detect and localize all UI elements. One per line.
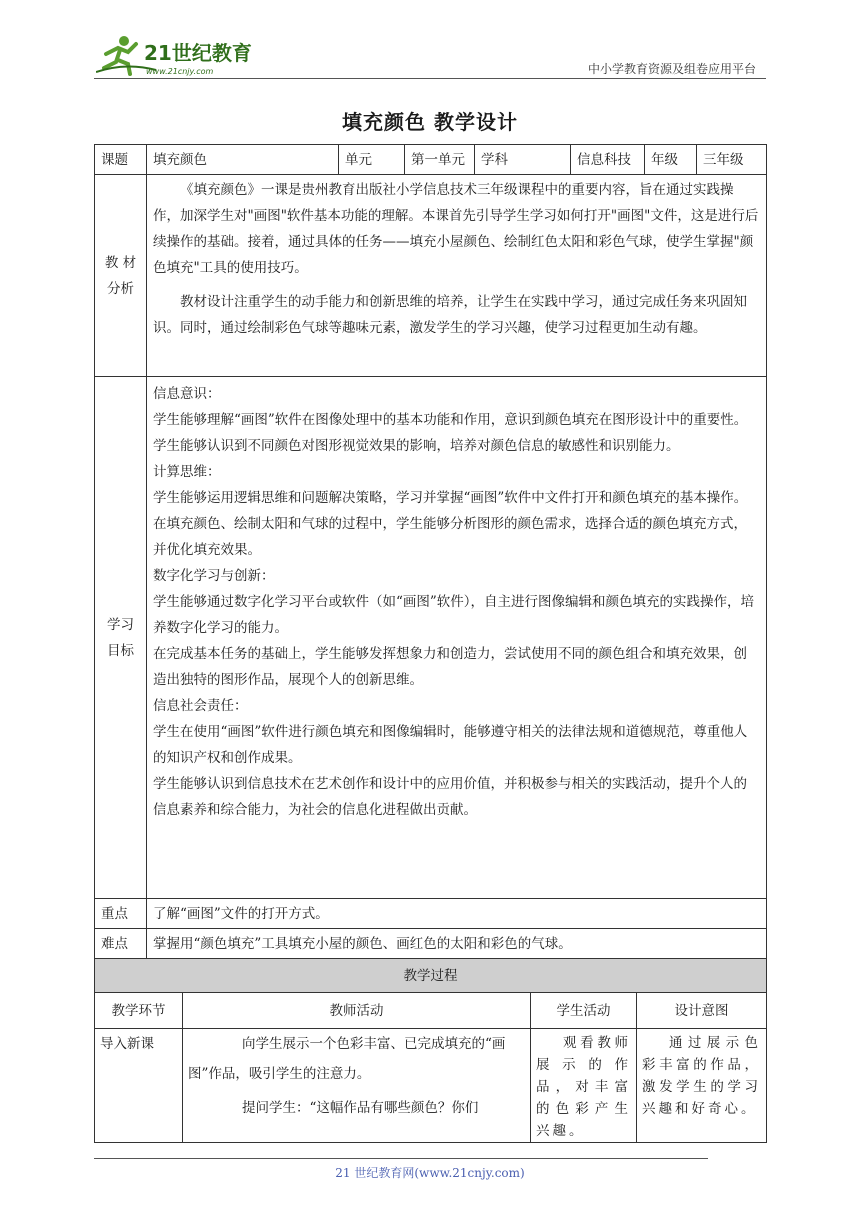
analysis-label-line2: 分析: [107, 280, 134, 297]
teacher-activity-paragraph-2: 提问学生：“这幅作品有哪些颜色？你们: [242, 1100, 479, 1116]
analysis-label: [95, 175, 147, 377]
logo-url: www.21cnjy.com: [146, 67, 214, 76]
design-intent-cell: 通过展示色彩丰富的作品，激发学生的学习兴趣和好奇心。: [637, 1029, 767, 1143]
header-divider: [94, 78, 766, 79]
teaching-process-table: [94, 958, 767, 1143]
analysis-paragraph-1: 《填充颜色》一课是贵州教育出版社小学信息技术三年级课程中的重要内容，旨在通过实践操作，加深学生对"画图"软件基本功能的理解。本课首先引导学生学习如何打开"画图"文件，这是进行后续操作的基础。接着，通过具体的任务——填充小屋颜色、绘制红色太阳和彩色气球，使学生掌握"颜色填充"工具的使用技巧。: [153, 182, 759, 276]
column-header: 教学环节: [95, 993, 183, 1029]
difficulty-label: 难点: [95, 929, 147, 959]
analysis-content: [147, 175, 767, 377]
objectives-content: [147, 377, 767, 899]
difficulty-value: 掌握用“颜色填充”工具填充小屋的颜色、画红色的太阳和彩色的气球。: [147, 929, 767, 959]
subject-label: 学科: [475, 145, 571, 175]
footer-divider: [94, 1158, 708, 1159]
analysis-paragraph-2: 教材设计注重学生的动手能力和创新思维的培养，让学生在实践中学习，通过完成任务来巩固知识。同时，通过绘制彩色气球等趣味元素，激发学生的学习兴趣，使学习过程更加生动有趣。: [153, 294, 747, 336]
key-point-label: 重点: [95, 899, 147, 929]
objective-line: 数字化学习与创新：: [153, 568, 275, 584]
objectives-label-line1: 学习: [107, 616, 134, 633]
objective-line: 学生能够认识到信息技术在艺术创作和设计中的应用价值，并积极参与相关的实践活动，提升个人的信息素养和综合能力，为社会的信息化进程做出贡献。: [153, 776, 747, 818]
runner-logo-icon: [96, 32, 266, 80]
teacher-activity-paragraph-1: 向学生展示一个色彩丰富、已完成填充的“画图”作品，吸引学生的注意力。: [188, 1036, 506, 1082]
key-point-value: 了解“画图”文件的打开方式。: [147, 899, 767, 929]
process-heading: 教学过程: [95, 959, 767, 993]
grade-value: 三年级: [697, 145, 767, 175]
subject-value: 信息科技: [571, 145, 645, 175]
objective-line: 学生在使用“画图”软件进行颜色填充和图像编辑时，能够遵守相关的法律法规和道德规范，尊重他人的知识产权和创作成果。: [153, 724, 748, 766]
unit-label: 单元: [339, 145, 405, 175]
objective-line: 学生能够通过数字化学习平台或软件（如“画图”软件），自主进行图像编辑和颜色填充的实践操作，培养数字化学习的能力。: [153, 594, 755, 636]
course-value: 填充颜色: [147, 145, 339, 175]
analysis-label-line1: 教 材: [104, 254, 137, 271]
objective-line: 计算思维：: [153, 464, 221, 480]
objective-line: 在填充颜色、绘制太阳和气球的过程中，学生能够分析图形的颜色需求，选择合适的颜色填充方式，并优化填充效果。: [153, 516, 747, 558]
objectives-label: [95, 377, 147, 899]
student-activity-cell: 观看教师展示的作品，对丰富的色彩产生兴趣。: [531, 1029, 637, 1143]
objectives-label-line2: 目标: [107, 642, 134, 659]
course-label: 课题: [95, 145, 147, 175]
objective-line: 学生能够理解“画图”软件在图像处理中的基本功能和作用，意识到颜色填充在图形设计中的重要性。: [153, 412, 748, 428]
lesson-info-table: [94, 144, 767, 959]
footer-text[interactable]: 21 世纪教育网(www.21cnjy.com): [335, 1166, 525, 1180]
platform-name: 中小学教育资源及组卷应用平台: [587, 62, 756, 76]
column-header: 教师活动: [183, 993, 531, 1029]
teacher-activity-cell: [183, 1029, 531, 1143]
grade-label: 年级: [645, 145, 697, 175]
document-title: 填充颜色 教学设计: [342, 110, 518, 134]
objective-line: 信息社会责任：: [153, 698, 248, 714]
column-header: 学生活动: [531, 993, 637, 1029]
column-header: 设计意图: [637, 993, 767, 1029]
unit-value: 第一单元: [405, 145, 475, 175]
objective-line: 信息意识：: [153, 386, 221, 402]
logo-text: 21世纪教育: [144, 41, 252, 65]
stage-cell: 导入新课: [95, 1029, 183, 1143]
objective-line: 在完成基本任务的基础上，学生能够发挥想象力和创造力，尝试使用不同的颜色组合和填充效果，创造出独特的图形作品，展现个人的创新思维。: [153, 646, 747, 688]
site-logo: [96, 32, 266, 80]
objective-line: 学生能够运用逻辑思维和问题解决策略，学习并掌握“画图”软件中文件打开和颜色填充的基本操作。: [153, 490, 748, 506]
objective-line: 学生能够认识到不同颜色对图形视觉效果的影响，培养对颜色信息的敏感性和识别能力。: [153, 438, 680, 454]
